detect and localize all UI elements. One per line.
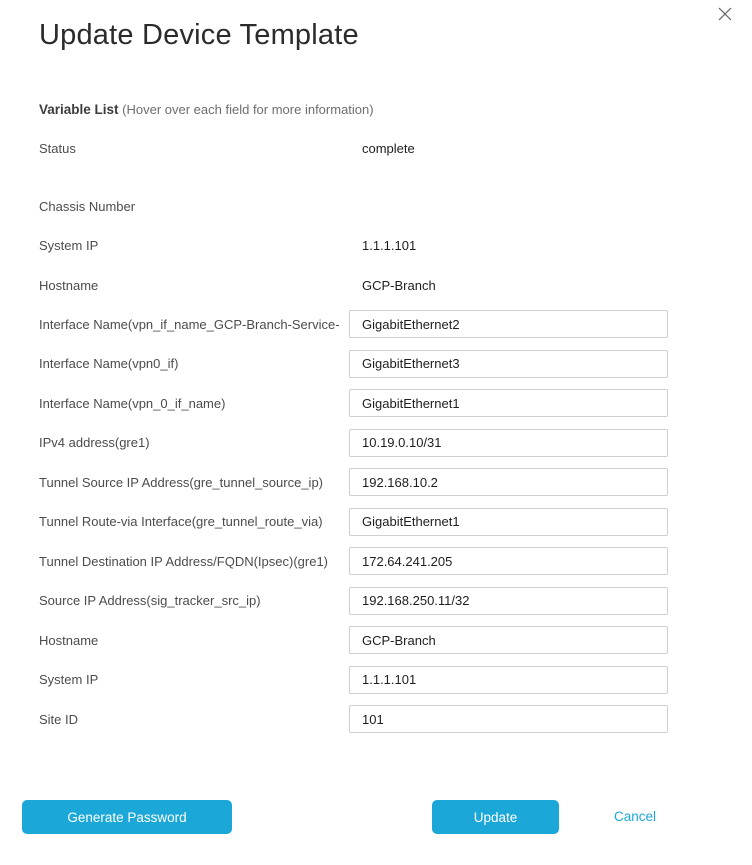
form-row	[39, 429, 713, 457]
field-label: Tunnel Source IP Address(gre_tunnel_source_ip)	[39, 474, 324, 490]
source-ip-address-input[interactable]	[349, 587, 668, 615]
tunnel-route-via-interface-input[interactable]	[349, 508, 668, 536]
cancel-button[interactable]: Cancel	[614, 800, 656, 834]
form-row	[39, 389, 713, 417]
update-button[interactable]: Update	[432, 800, 559, 834]
static-row-status	[39, 140, 713, 156]
field-label: Source IP Address(sig_tracker_src_ip)	[39, 593, 261, 608]
ipv4-address-gre1-input[interactable]	[349, 429, 668, 457]
field-label: IPv4 address(gre1)	[39, 435, 150, 450]
field-value: GCP-Branch	[362, 277, 436, 293]
field-label: Chassis Number	[39, 198, 136, 214]
variable-list-header	[39, 102, 374, 117]
tunnel-destination-ip-input[interactable]	[349, 547, 668, 575]
interface-name-vpn-0-if-name-input[interactable]	[349, 389, 668, 417]
close-icon[interactable]	[716, 5, 734, 23]
field-value: complete	[362, 140, 415, 156]
form-row	[39, 310, 713, 338]
interface-name-vpn0-if-input[interactable]	[349, 350, 668, 378]
field-label: System IP	[39, 672, 99, 687]
tunnel-source-ip-input[interactable]	[349, 468, 668, 496]
field-label: Hostname	[39, 277, 99, 293]
dialog-footer	[22, 800, 730, 834]
system-ip-input[interactable]	[349, 666, 668, 694]
form-row	[39, 626, 713, 654]
field-label: Interface Name(vpn_if_name_GCP-Branch-Service-	[39, 316, 340, 332]
static-row-hostname	[39, 277, 713, 293]
static-row-chassis-number	[39, 198, 713, 214]
field-label: Interface Name(vpn_0_if_name)	[39, 395, 226, 411]
hostname-input[interactable]	[349, 626, 668, 654]
generate-password-button[interactable]: Generate Password	[22, 800, 232, 834]
form-row	[39, 350, 713, 378]
form-row	[39, 666, 713, 694]
form-row	[39, 468, 713, 496]
close-x-glyph	[718, 7, 732, 21]
site-id-input[interactable]	[349, 705, 668, 733]
page-title: Update Device Template	[39, 19, 359, 51]
field-value: 1.1.1.101	[362, 237, 417, 253]
form-row	[39, 508, 713, 536]
static-row-system-ip	[39, 237, 713, 253]
variable-list-heading: Variable List	[39, 102, 119, 117]
field-label: Tunnel Destination IP Address/FQDN(Ipsec)(gre1)	[39, 553, 329, 569]
form-row	[39, 547, 713, 575]
field-label: Hostname	[39, 632, 99, 648]
form-row	[39, 705, 713, 733]
field-label: Tunnel Route-via Interface(gre_tunnel_route_via)	[39, 514, 323, 529]
static-field-list	[39, 140, 713, 293]
field-label: Status	[39, 140, 76, 156]
variable-list-hint: (Hover over each field for more information)	[118, 102, 374, 117]
form-row	[39, 587, 713, 615]
field-label: System IP	[39, 237, 99, 253]
field-label: Site ID	[39, 711, 79, 727]
editable-field-list	[39, 310, 713, 745]
field-label: Interface Name(vpn0_if)	[39, 356, 179, 371]
interface-name-vpn-if-name-input[interactable]	[349, 310, 668, 338]
